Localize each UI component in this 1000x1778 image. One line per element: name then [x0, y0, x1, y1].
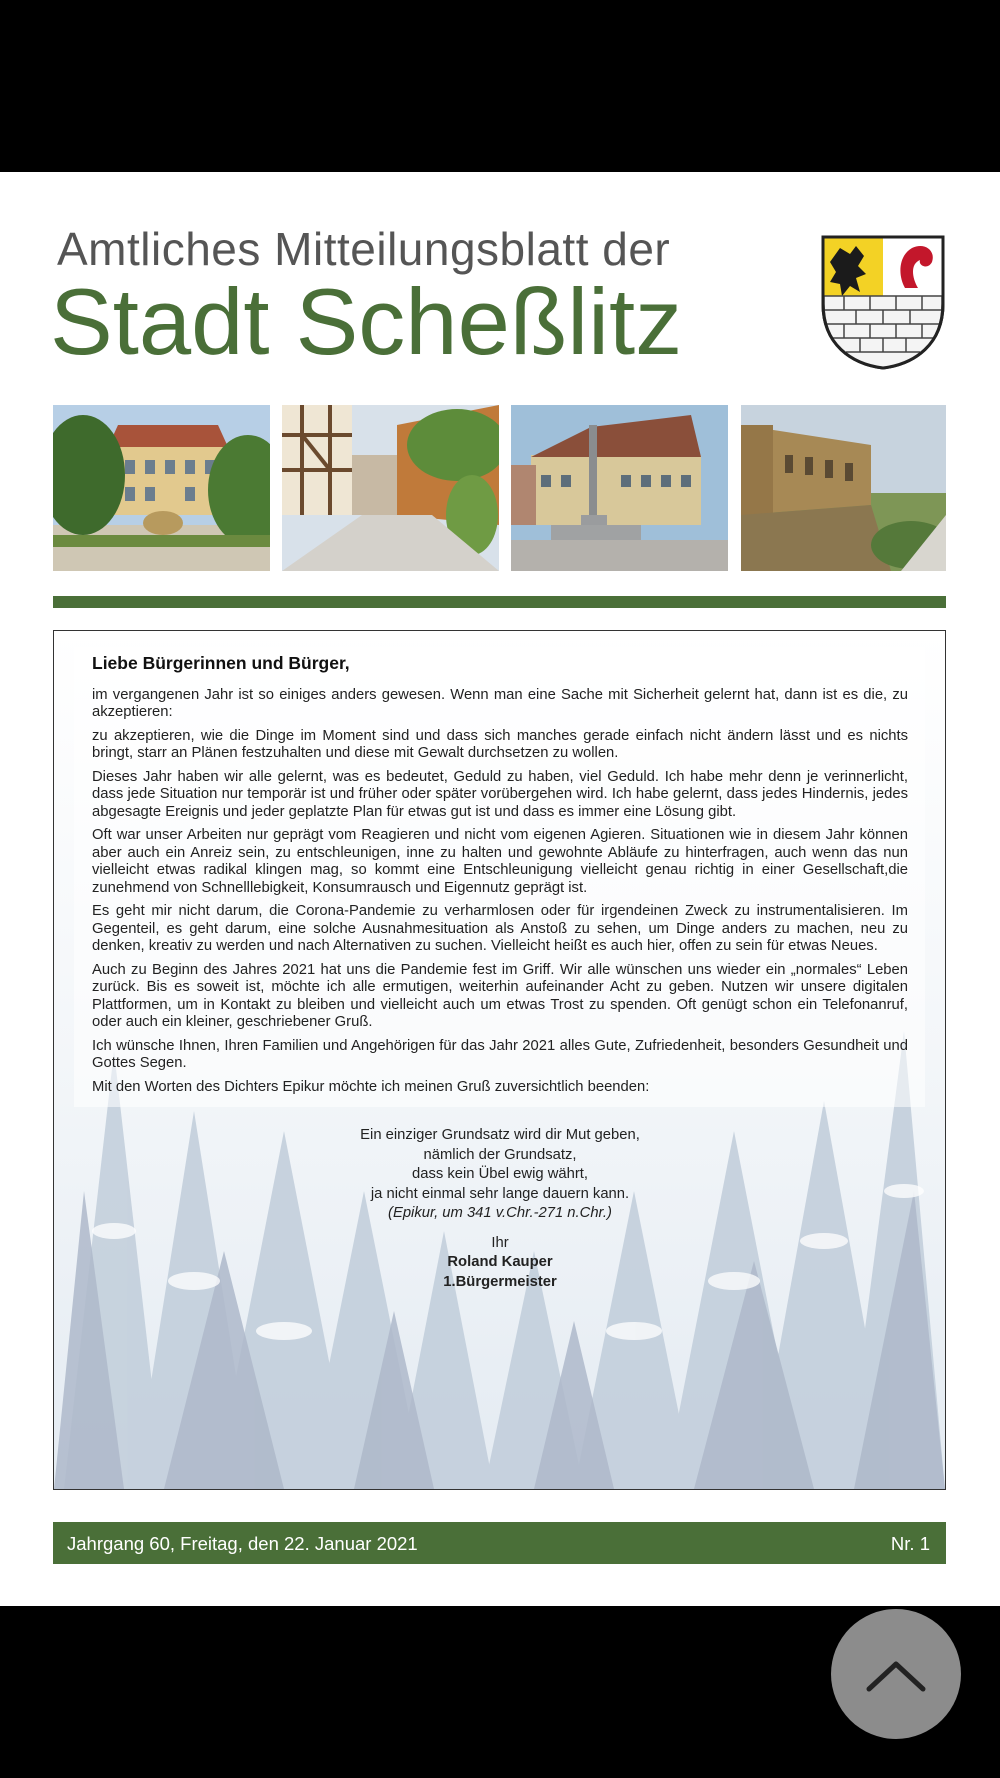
- scroll-to-top-button[interactable]: [831, 1609, 961, 1739]
- issue-footer: [53, 1522, 946, 1564]
- letter-box: [53, 630, 946, 1490]
- quote-line: dass kein Übel ewig währt,: [411, 1166, 588, 1182]
- letter-paragraph: Auch zu Beginn des Jahres 2021 hat uns die Pandemie fest im Griff. Wir alle wünschen uns wieder ein „normales“ Leben zurück. Bis es soweit ist, möchte ich alle ermutigen, weiterhin aufeinander Acht zu geben. Nutzen wir unsere digitalen Plattformen, um in Kontakt zu bleiben und vielleicht auch um etwas Trost zu spenden. Oft genügt schon ein Telefonanruf, oder auch ein kleiner, geschriebener Gruß.: [92, 961, 908, 1030]
- signer-title: 1.Bürgermeister: [443, 1273, 557, 1290]
- photo-half-timbered-street: [282, 405, 499, 571]
- quote-source: (Epikur, um 341 v.Chr.-271 n.Chr.): [388, 1205, 612, 1221]
- epikur-quote: [92, 1126, 908, 1224]
- letter-paragraph: Oft war unser Arbeiten nur geprägt vom Reagieren und nicht vom eigenen Agieren. Situationen wie in diesem Jahr können aber auch ein Anreiz sein, zu entschleunigen, inne zu halten und gewohnte Abläufe zu hinterfragen, auch wenn das nun vielleicht etwas radikal klingen mag, so kommt eine Entschleunigung vielleicht genau richtig in einer Gesellschaft,die zunehmend von Schnelllebigkeit, Konsumrausch und Eigennutz geprägt ist.: [92, 827, 908, 896]
- letter-content: [92, 655, 908, 1292]
- letter-paragraph: Dieses Jahr haben wir alle gelernt, was es bedeutet, Geduld zu haben, viel Geduld. Ich habe mehr denn je verinnerlicht, dass jede Situation nur temporär ist und früher oder später vorübergehen wird. Ich habe gelernt, dass jedes Hindernis, jedes abgesagte Ereignis und jeder geplatzte Plan für etwas gut ist und dass es immer eine Lösung gibt.: [92, 768, 908, 820]
- photo-manor-house: [53, 405, 270, 571]
- letter-paragraph: Es geht mir nicht darum, die Corona-Pandemie zu verharmlosen oder für irgendeinen Zweck zu instrumentalisieren. Im Gegenteil, es geht darum, eine solche Ausnahmesituation als Anstoß zu sehen, um Dinge anders zu machen, neu zu denken, kreativ zu werden und nach Alternativen zu suchen. Vielleicht heißt es auch hier, offen zu sein für etwas Neues.: [92, 903, 908, 954]
- signature-block: [92, 1234, 908, 1293]
- closing: Ihr: [491, 1234, 509, 1251]
- photo-strip: [53, 405, 946, 571]
- masthead-title: Stadt Scheßlitz: [50, 269, 683, 374]
- signer-name: Roland Kauper: [447, 1254, 553, 1270]
- letter-paragraph: im vergangenen Jahr ist so einiges anders gewesen. Wenn man eine Sache mit Sicherheit gelernt hat, dann ist es die, zu akzeptieren:: [92, 686, 908, 720]
- newsletter-page: [0, 172, 1000, 1606]
- header-divider: [53, 596, 946, 608]
- quote-line: nämlich der Grundsatz,: [423, 1146, 577, 1163]
- photo-castle-ruins: [741, 405, 946, 571]
- letter-greeting: Liebe Bürgerinnen und Bürger,: [92, 653, 350, 673]
- letter-paragraph: Ich wünsche Ihnen, Ihren Familien und Angehörigen für das Jahr 2021 alles Gute, Zufriedenheit, besonders Gesundheit und Gottes Segen.: [92, 1037, 908, 1071]
- letter-paragraph: Mit den Worten des Dichters Epikur möchte ich meinen Gruß zuversichtlich beenden:: [92, 1078, 650, 1095]
- chevron-up-icon: [831, 1609, 961, 1739]
- letter-paragraph: zu akzeptieren, wie die Dinge im Moment sind und dass sich manches gerade einfach nicht ändern lässt und es nichts bringt, starr an Plänen festzuhalten und diese mit Gewalt durchsetzen zu wollen.: [92, 727, 908, 761]
- coat-of-arms-icon: [820, 234, 946, 370]
- quote-line: Ein einziger Grundsatz wird dir Mut geben,: [360, 1127, 640, 1143]
- issue-number: Nr. 1: [890, 1533, 930, 1554]
- issue-info: Jahrgang 60, Freitag, den 22. Januar 2021: [67, 1533, 418, 1554]
- quote-line: ja nicht einmal sehr lange dauern kann.: [370, 1185, 630, 1202]
- masthead-subtitle: Amtliches Mitteilungsblatt der: [57, 223, 671, 275]
- photo-market-square-fountain: [511, 405, 728, 571]
